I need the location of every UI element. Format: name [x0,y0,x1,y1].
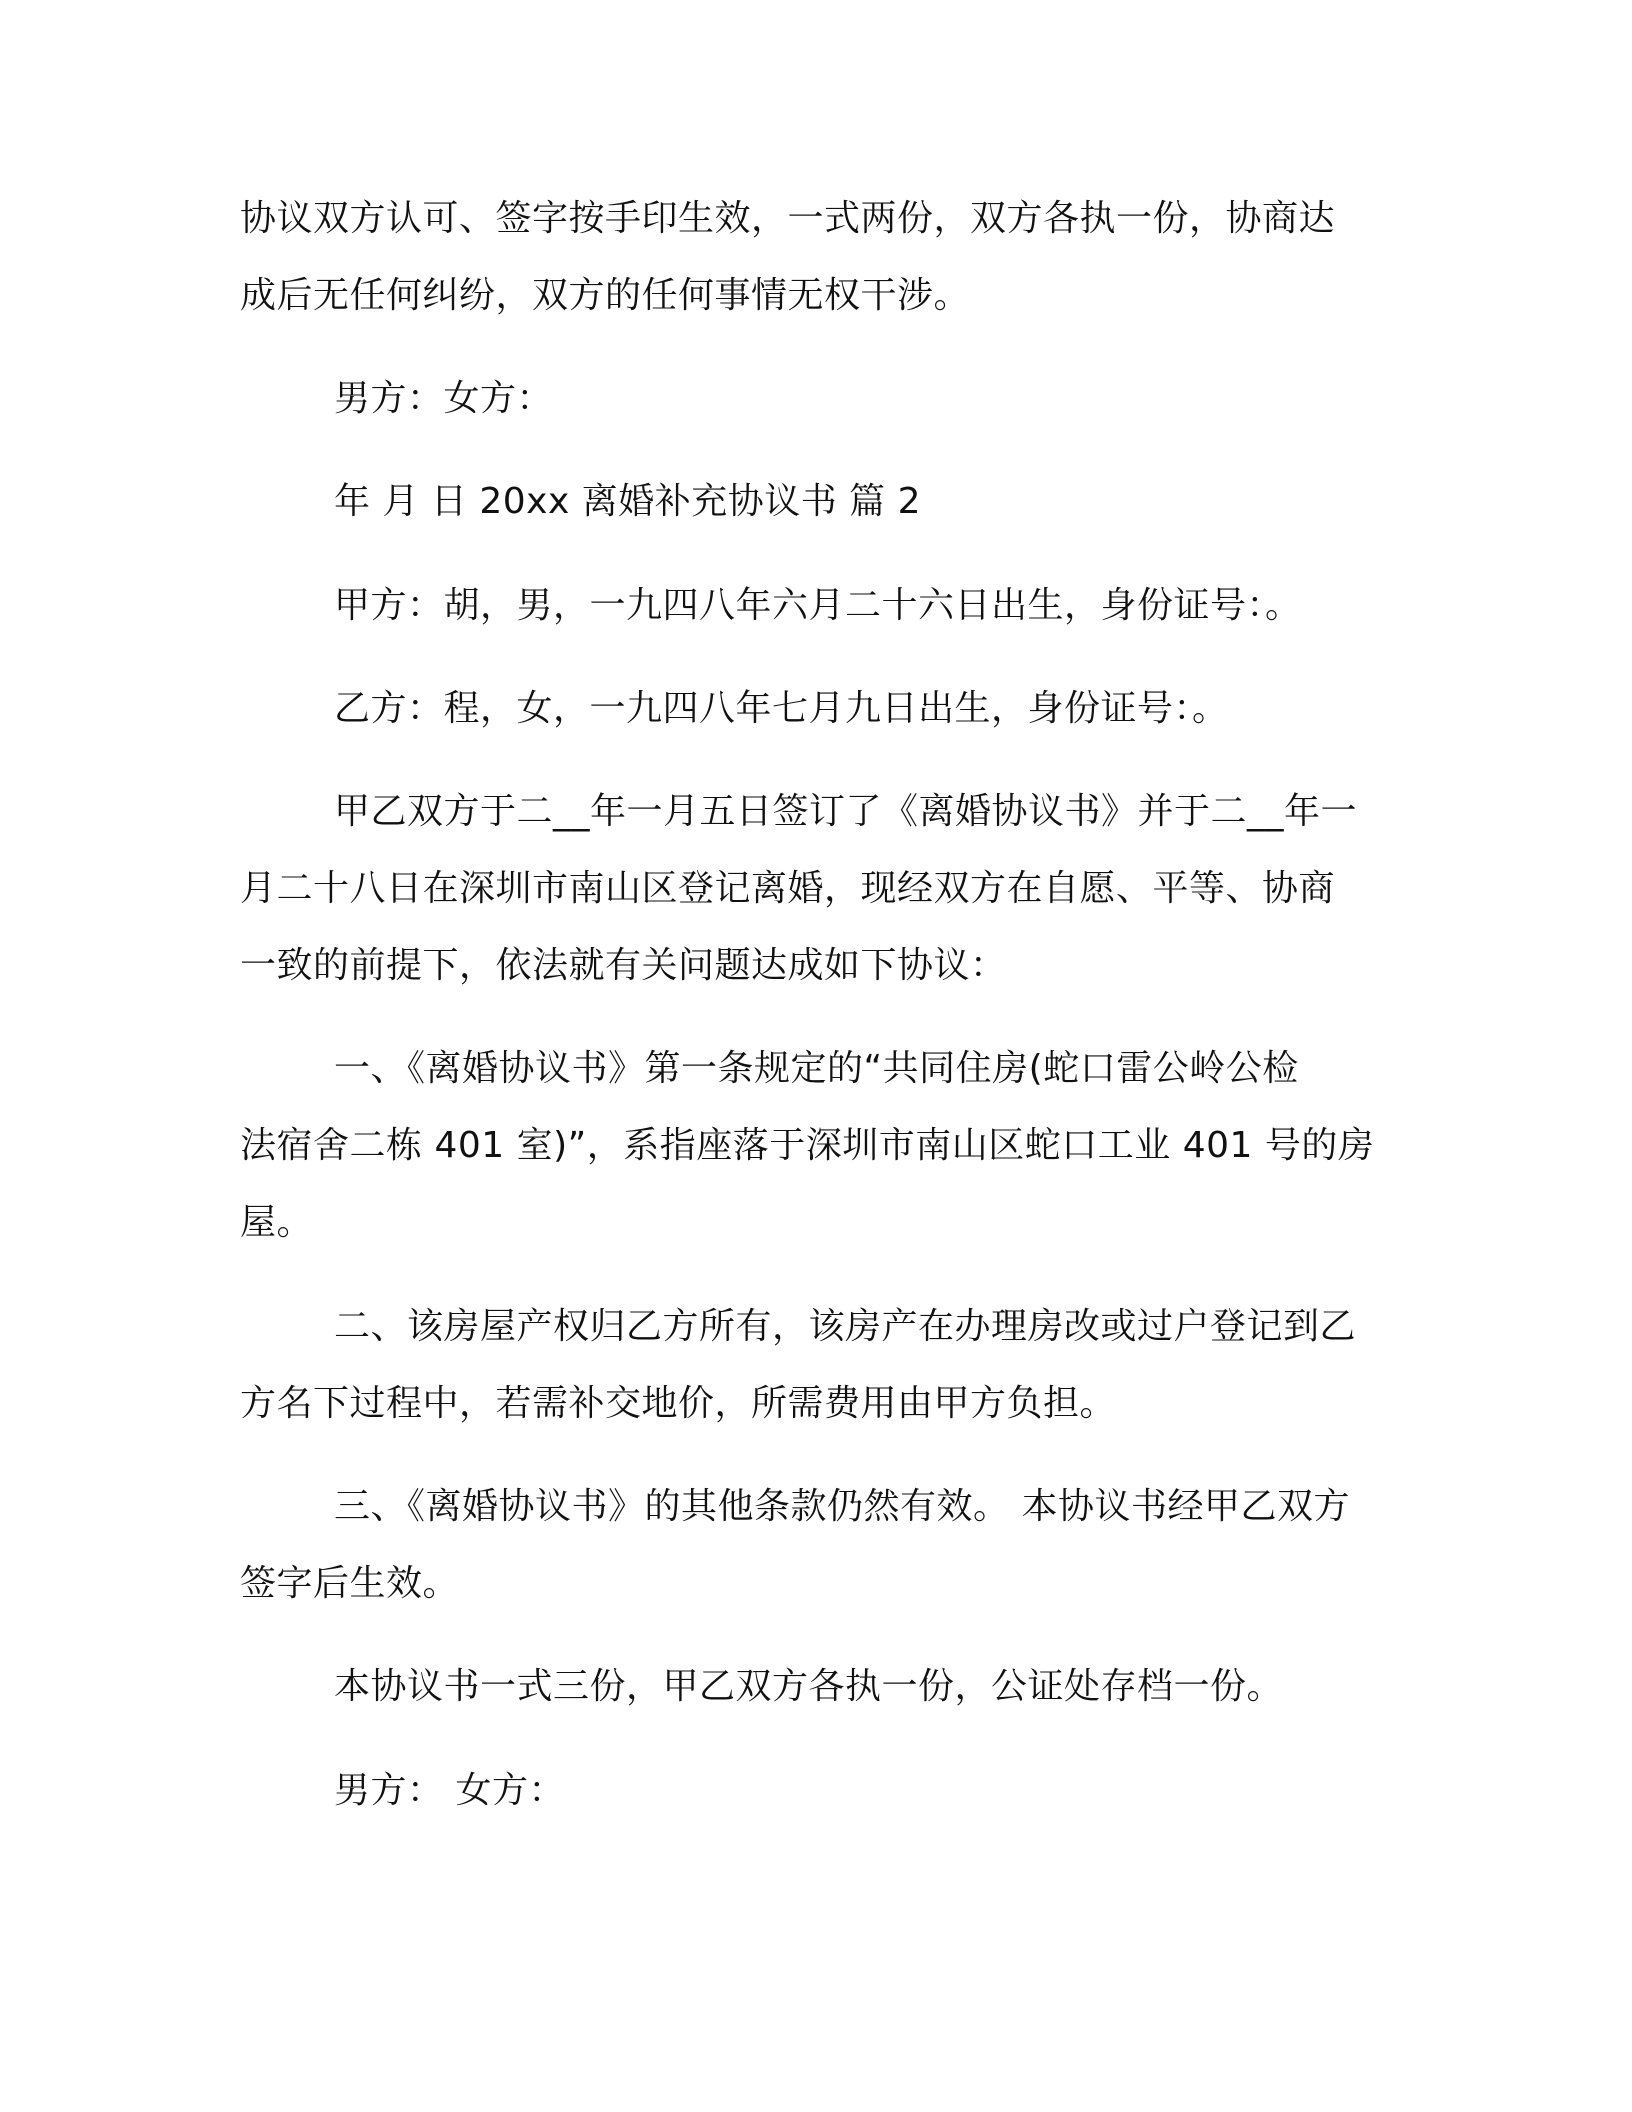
text-line: 甲乙双方于二__年一月五日签订了《离婚协议书》并于二__年一 [334,791,1358,832]
text-line: 法宿舍二栋 401 室)”，系指座落于深圳市南山区蛇口工业 401 号的房 [240,1125,1375,1166]
text-line: 成后无任何纠纷，双方的任何事情无权干涉。 [240,275,971,316]
text-line: 签字后生效。 [240,1563,460,1604]
text-line: 男方： 女方： [334,1770,565,1811]
text-line: 甲方：胡，男，一九四八年六月二十六日出生，身份证号：。 [334,585,1302,626]
paragraph-clause-2 [240,1288,1400,1442]
text-line: 男方：女方： [334,378,554,419]
text-line: 方名下过程中，若需补交地价，所需费用由甲方负担。 [240,1383,1117,1424]
text-line: 二、该房屋产权归乙方所有，该房产在办理房改或过户登记到乙 [334,1306,1357,1347]
signature-line-2 [334,1752,1494,1829]
text-line: 屋。 [240,1202,314,1243]
text-line: 一致的前提下，依法就有关问题达成如下协议： [240,945,1007,986]
paragraph-preamble [240,773,1400,1004]
text-line: 月二十八日在深圳市南山区登记离婚，现经双方在自愿、平等、协商 [240,868,1336,909]
paragraph-clause-1 [240,1030,1400,1261]
signature-line-1 [334,360,1494,437]
text-line: 协议双方认可、签字按手印生效，一式两份，双方各执一份，协商达 [240,198,1336,239]
text-line: 一、《离婚协议书》第一条规定的“共同住房(蛇口雷公岭公检 [334,1048,1299,1089]
text-line: 三、《离婚协议书》的其他条款仍然有效。 本协议书经甲乙双方 [334,1486,1350,1527]
party-b-line [334,670,1494,747]
paragraph-clause-3 [240,1468,1400,1622]
date-and-heading-line [334,463,1494,540]
party-a-line [334,567,1494,644]
text-line: 年 月 日 20xx 离婚补充协议书 篇 2 [334,481,921,522]
paragraph-closing-terms [240,180,1400,334]
text-line: 本协议书一式三份，甲乙双方各执一份，公证处存档一份。 [334,1666,1284,1707]
paragraph-copies [334,1648,1494,1725]
text-line: 乙方：程，女，一九四八年七月九日出生，身份证号：。 [334,688,1229,729]
